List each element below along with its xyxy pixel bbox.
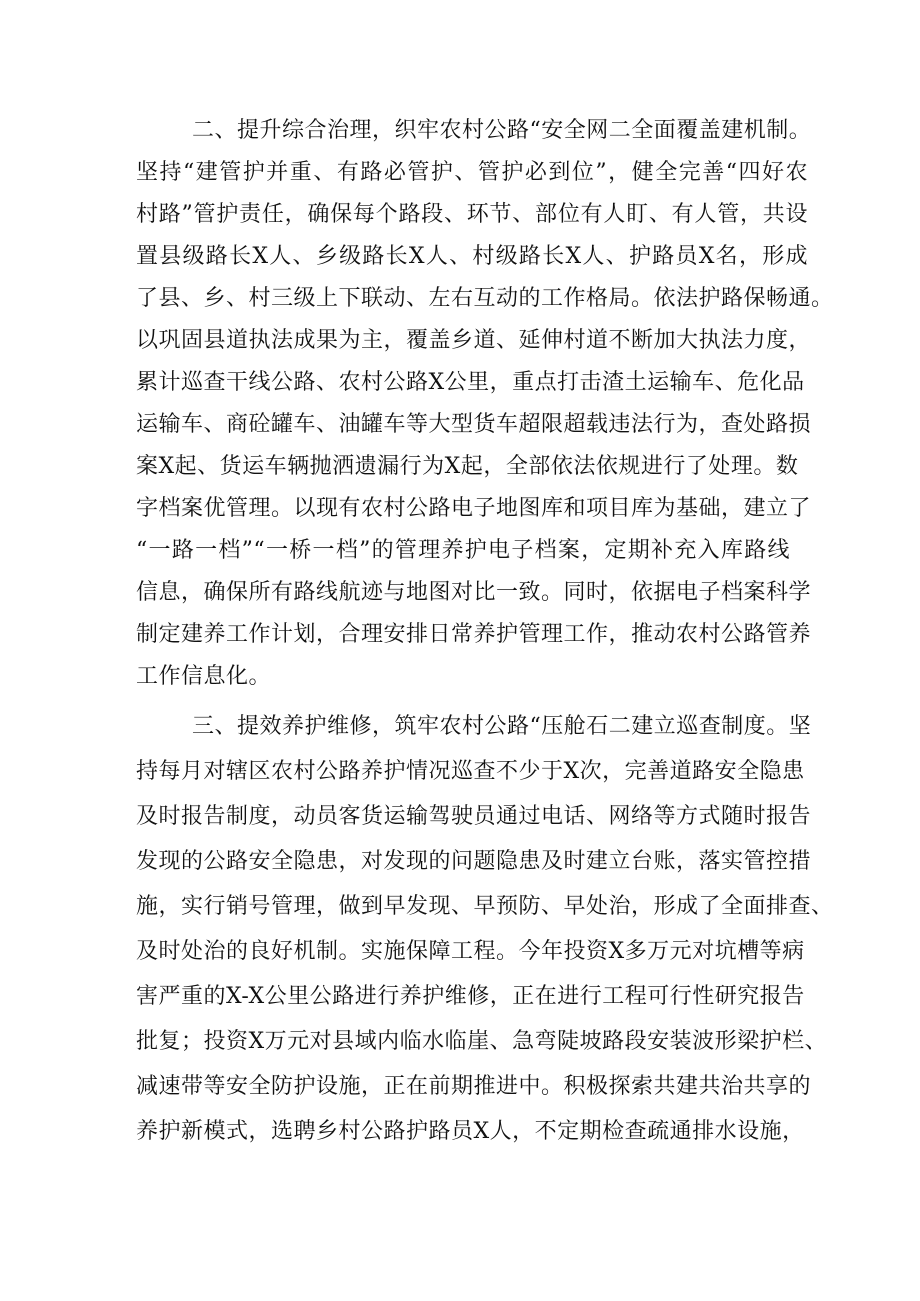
paragraph-1-line-3: 村路”管护责任，确保每个路段、环节、部位有人盯、有人管，共设 (136, 202, 808, 227)
paragraph-1-line-12: 信息，确保所有路线航迹与地图对比一致。同时，依据电子档案科学 (136, 580, 812, 605)
paragraph-1-line-1: 二、提升综合治理，织牢农村公路“安全网二全面覆盖建机制。 (192, 118, 812, 143)
paragraph-1-line-4: 置县级路长X人、乡级路长X人、村级路长X人、护路员X名，形成 (136, 244, 808, 269)
paragraph-2-line-7: 害严重的X-X公里公路进行养护维修，正在进行工程可行性研究报告 (136, 984, 805, 1009)
paragraph-2-line-6: 及时处治的良好机制。实施保障工程。今年投资X多万元对坑槽等病 (136, 939, 805, 964)
paragraph-1-line-13: 制定建养工作计划，合理安排日常养护管理工作，推动农村公路管养 (136, 622, 812, 647)
paragraph-2-line-4: 发现的公路安全隐患，对发现的问题隐患及时建立台账，落实管控措 (136, 849, 812, 874)
paragraph-2-line-3: 及时报告制度，动员客货运输驾驶员通过电话、网络等方式随时报告 (136, 804, 812, 829)
paragraph-1-line-10: 字档案优管理。以现有农村公路电子地图库和项目库为基础，建立了 (136, 496, 812, 521)
paragraph-2-line-8: 批复；投资X万元对县域内临水临崖、急弯陡坡路段安装波形梁护栏、 (136, 1029, 828, 1054)
paragraph-1-line-2: 坚持“建管护并重、有路必管护、管护必到位”，健全完善“四好农 (136, 160, 808, 185)
paragraph-2-line-5: 施，实行销号管理，做到早发现、早预防、早处治，形成了全面排查、 (136, 894, 834, 919)
paragraph-2-line-2: 持每月对辖区农村公路养护情况巡查不少于X次，完善道路安全隐患 (136, 759, 805, 784)
paragraph-1-line-11: “一路一档”“一桥一档”的管理养护电子档案，定期补充入库路线 (136, 538, 790, 563)
paragraph-1-line-7: 累计巡查干线公路、农村公路X公里，重点打击渣土运输车、危化品 (136, 370, 805, 395)
paragraph-2-line-1: 三、提效养护维修，筑牢农村公路“压舱石二建立巡查制度。坚 (192, 714, 812, 739)
paragraph-2-line-10: 养护新模式，选聘乡村公路护路员X人，不定期检查疏通排水设施， (136, 1119, 805, 1144)
paragraph-1-line-8: 运输车、商砼罐车、油罐车等大型货车超限超载违法行为，查处路损 (136, 412, 812, 437)
paragraph-1-line-5: 了县、乡、村三级上下联动、左右互动的工作格局。依法护路保畅通。 (136, 286, 834, 311)
paragraph-2-line-9: 减速带等安全防护设施，正在前期推进中。积极探索共建共治共享的 (136, 1074, 812, 1099)
paragraph-1-line-14: 工作信息化。 (136, 664, 272, 689)
paragraph-1-line-9: 案X起、货运车辆抛洒遗漏行为X起，全部依法依规进行了处理。数 (136, 454, 799, 479)
paragraph-1-line-6: 以巩固县道执法成果为主，覆盖乡道、延伸村道不断加大执法力度， (136, 328, 812, 353)
